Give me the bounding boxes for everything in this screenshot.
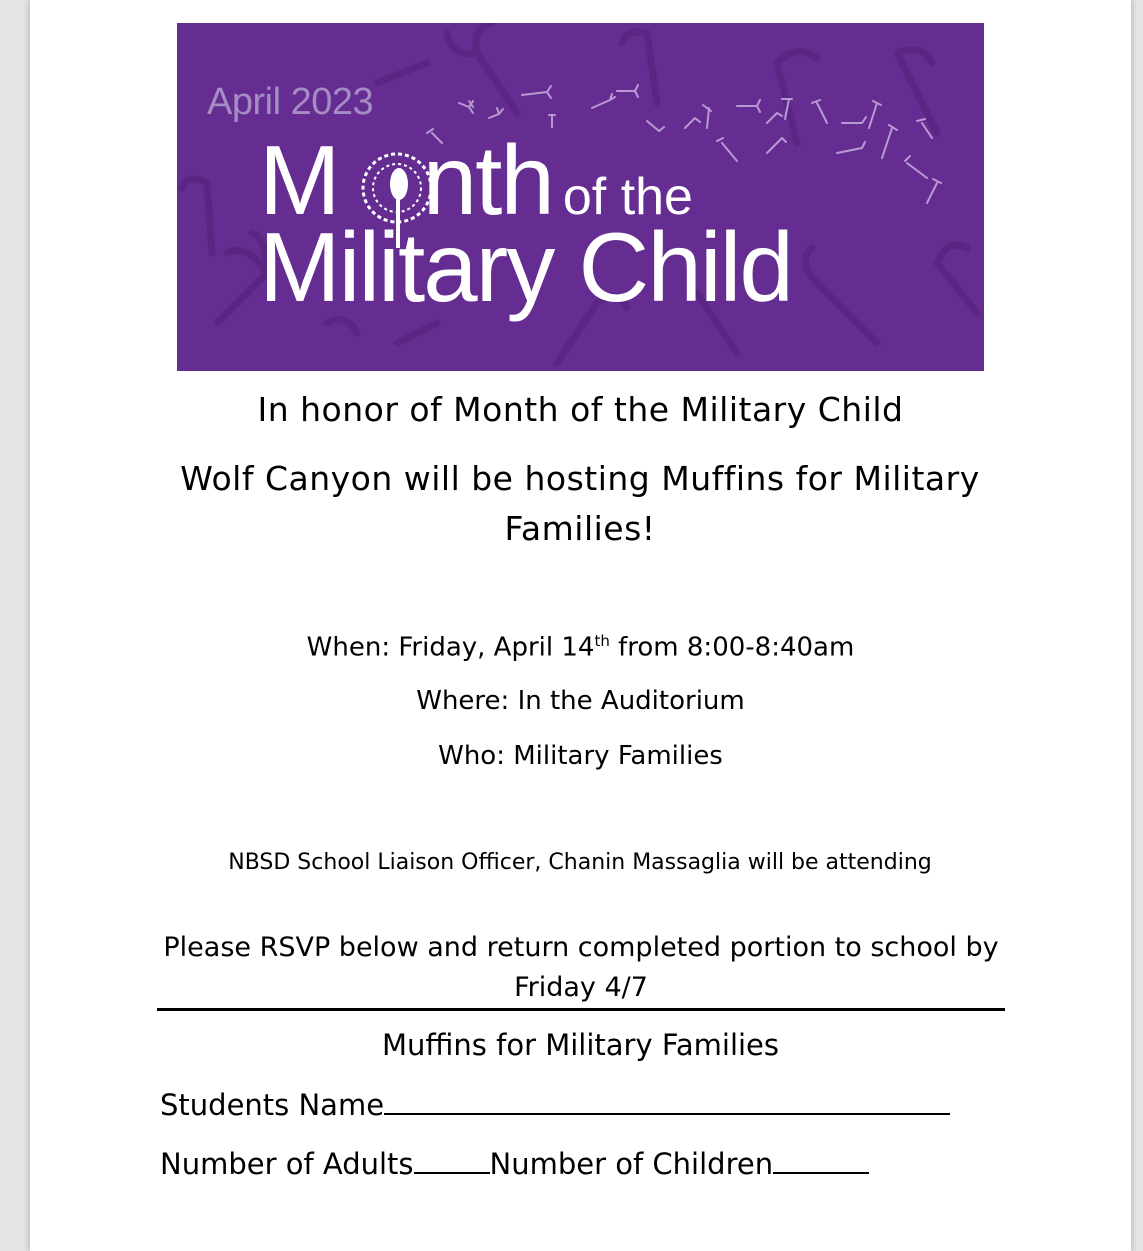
children-label: Number of Children — [489, 1147, 774, 1181]
banner-year: April 2023 — [207, 81, 374, 123]
month-of-military-child-banner — [177, 23, 984, 371]
adults-label: Number of Adults — [160, 1147, 414, 1181]
attendee-count-row — [160, 1147, 869, 1181]
banner-title-line1: M nth of the — [259, 125, 693, 235]
document-page — [30, 0, 1131, 1251]
event-who: Who: Military Families — [438, 741, 723, 771]
event-where: Where: In the Auditorium — [416, 686, 745, 716]
liaison-note: NBSD School Liaison Officer, Chanin Massaglia will be attending — [228, 850, 932, 875]
children-count-field[interactable] — [773, 1150, 869, 1174]
event-when: When: Friday, April 14th from 8:00-8:40am — [306, 632, 855, 663]
cut-line-divider — [157, 1008, 1005, 1011]
rsvp-instructions: Please RSVP below and return completed portion to school by Friday 4/7 — [163, 932, 999, 1003]
banner-title-line2: Military Child — [259, 212, 792, 322]
adults-count-field[interactable] — [414, 1150, 490, 1174]
student-name-row — [160, 1088, 950, 1122]
intro-line-honor: In honor of Month of the Military Child — [257, 390, 904, 429]
student-name-label: Students Name — [160, 1088, 385, 1122]
intro-line-hosting: Wolf Canyon will be hosting Muffins for Military Families! — [180, 459, 980, 548]
rsvp-form-title: Muffins for Military Families — [381, 1028, 780, 1062]
student-name-field[interactable] — [384, 1091, 950, 1115]
